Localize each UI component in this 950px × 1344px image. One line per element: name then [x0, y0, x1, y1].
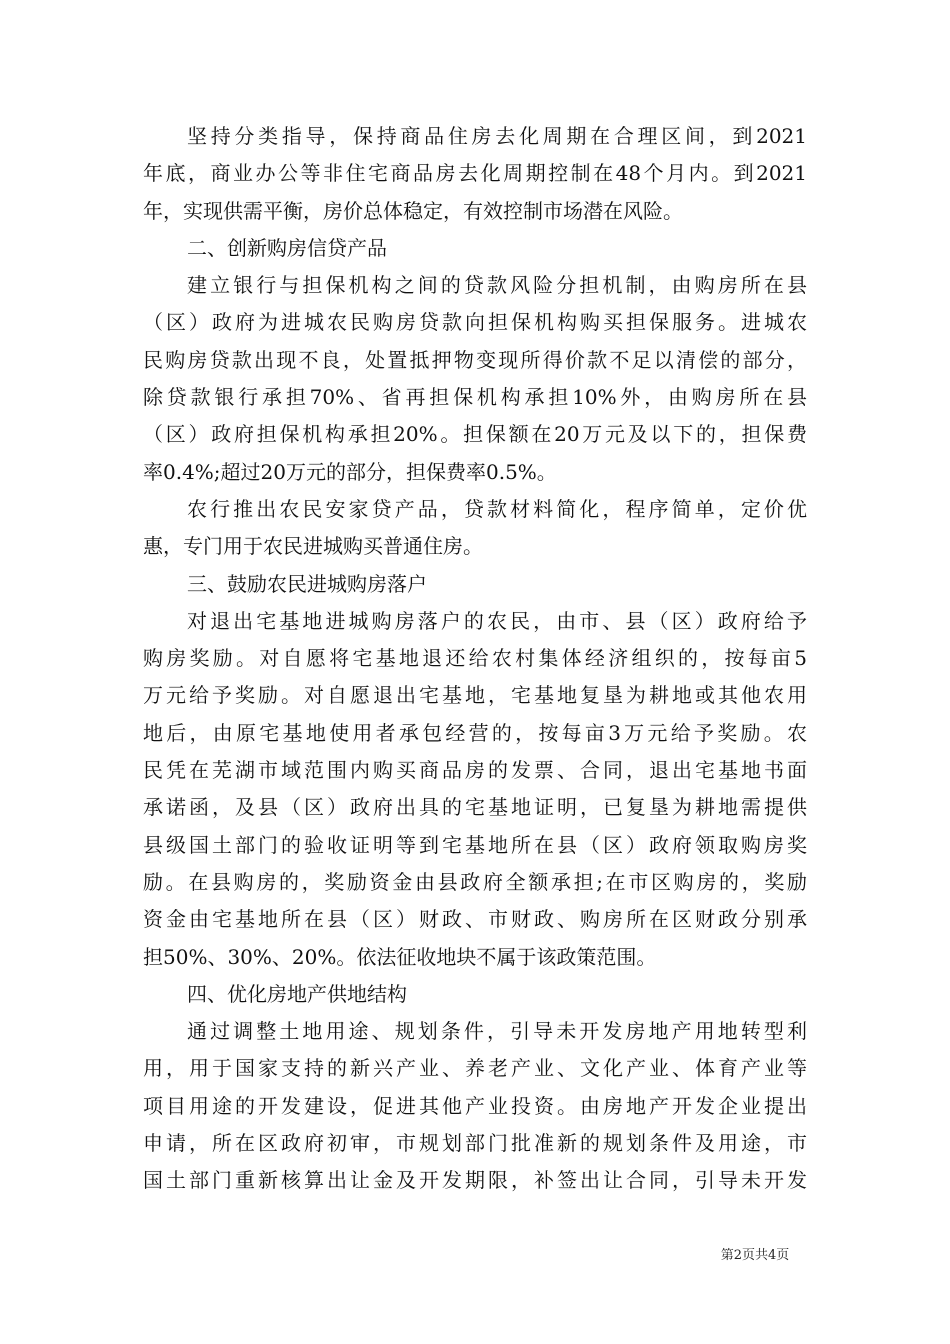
paragraph-line: 承诺函，及县（区）政府出具的宅基地证明，已复垦为耕地需提供 [143, 795, 807, 820]
paragraph-line: 励。在县购房的，奖励资金由县政府全额承担;在市区购房的，奖励 [143, 869, 807, 894]
paragraph-line: 惠，专门用于农民进城购买普通住房。 [143, 534, 483, 559]
paragraph-line: 建立银行与担保机构之间的贷款风险分担机制，由购房所在县 [187, 273, 807, 298]
paragraph-line: 资金由宅基地所在县（区）财政、市财政、购房所在区财政分别承 [143, 907, 807, 932]
paragraph-line: 民购房贷款出现不良，处置抵押物变现所得价款不足以清偿的部分， [143, 347, 807, 372]
document-body [143, 118, 807, 1200]
section-heading: 二、创新购房信贷产品 [187, 235, 387, 260]
paragraph-line: 购房奖励。对自愿将宅基地退还给农村集体经济组织的，按每亩5 [143, 646, 807, 671]
page-footer [0, 1244, 950, 1263]
paragraph-line: 农行推出农民安家贷产品，贷款材料简化，程序简单，定价优 [187, 496, 807, 521]
paragraph-line: 万元给予奖励。对自愿退出宅基地，宅基地复垦为耕地或其他农用 [143, 683, 807, 708]
paragraph-line: 民凭在芜湖市域范围内购买商品房的发票、合同，退出宅基地书面 [143, 758, 807, 783]
paragraph-line: 项目用途的开发建设，促进其他产业投资。由房地产开发企业提出 [143, 1093, 807, 1118]
paragraph-line: 用，用于国家支持的新兴产业、养老产业、文化产业、体育产业等 [143, 1056, 807, 1081]
paragraph-line: 申请，所在区政府初审，市规划部门批准新的规划条件及用途，市 [143, 1131, 807, 1156]
paragraph-line: 年底，商业办公等非住宅商品房去化周期控制在48个月内。到2021 [143, 161, 807, 186]
paragraph-line: 坚持分类指导，保持商品住房去化周期在合理区间，到2021 [187, 124, 807, 148]
paragraph-line: 年，实现供需平衡，房价总体稳定，有效控制市场潜在风险。 [143, 198, 683, 223]
paragraph-line: 国土部门重新核算出让金及开发期限，补签出让合同，引导未开发 [143, 1168, 807, 1193]
paragraph-line: 地后，由原宅基地使用者承包经营的，按每亩3万元给予奖励。农 [143, 720, 807, 745]
paragraph-line: 对退出宅基地进城购房落户的农民，由市、县（区）政府给予 [187, 608, 807, 633]
paragraph-line: 担50%、30%、20%。依法征收地块不属于该政策范围。 [143, 944, 657, 969]
paragraph-line: （区）政府担保机构承担20%。担保额在20万元及以下的，担保费 [143, 422, 807, 447]
paragraph-line: 除贷款银行承担70%、省再担保机构承担10%外，由购房所在县 [143, 385, 807, 410]
section-heading: 四、优化房地产供地结构 [187, 981, 407, 1006]
paragraph-line: （区）政府为进城农民购房贷款向担保机构购买担保服务。进城农 [143, 310, 807, 335]
section-heading: 三、鼓励农民进城购房落户 [187, 571, 427, 596]
page-number: 第2页共4页 [720, 1248, 790, 1263]
paragraph-line: 通过调整土地用途、规划条件，引导未开发房地产用地转型利 [187, 1019, 807, 1044]
paragraph-line: 县级国土部门的验收证明等到宅基地所在县（区）政府领取购房奖 [143, 832, 807, 857]
paragraph-line: 率0.4%;超过20万元的部分，担保费率0.5%。 [143, 459, 557, 484]
